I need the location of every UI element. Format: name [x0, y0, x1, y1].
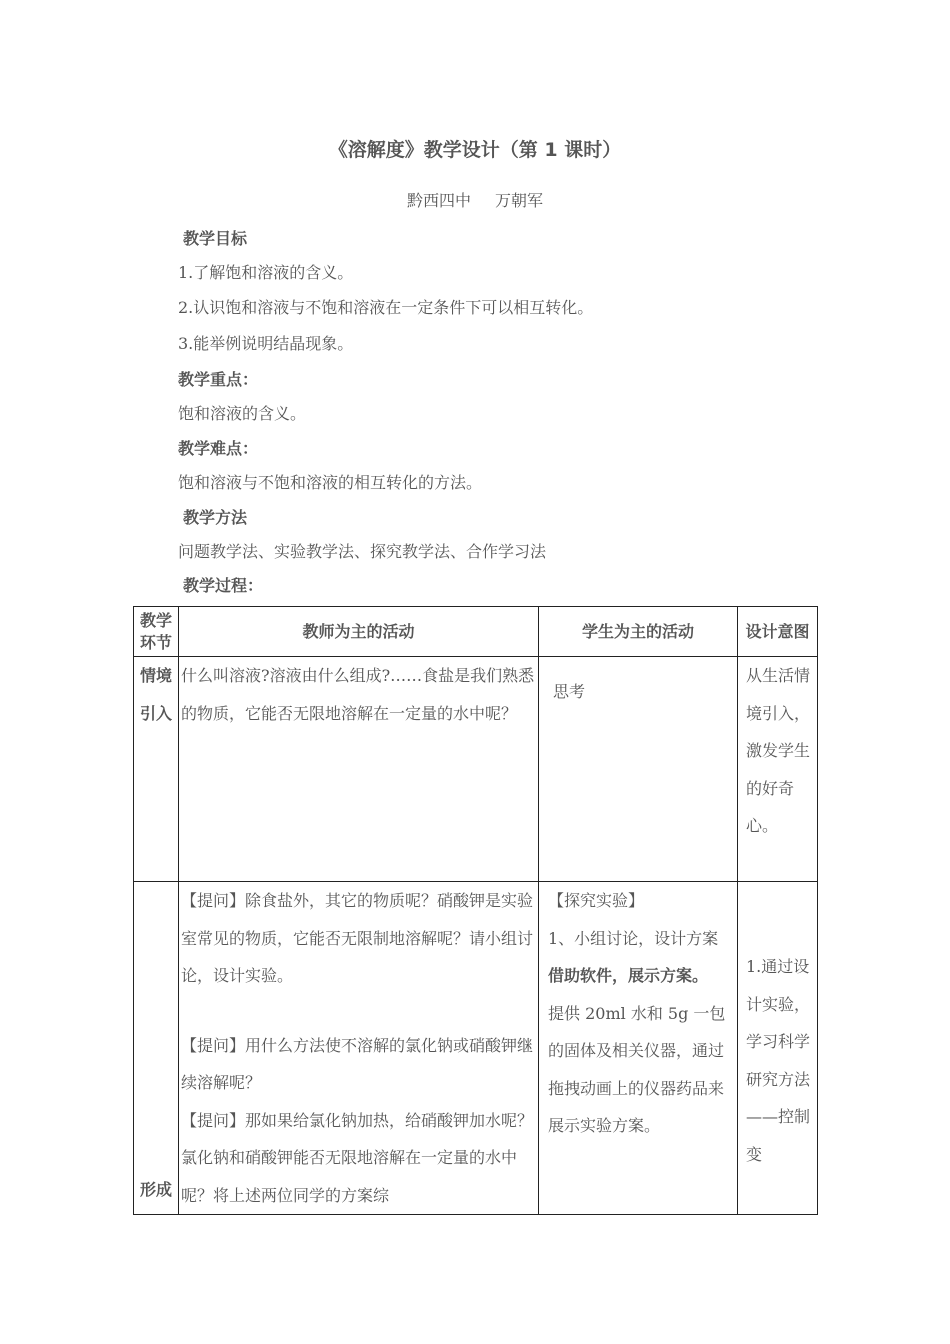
objective-item: 3.能举例说明结晶现象。: [178, 334, 354, 353]
teacher-question-3: 【提问】那如果给氯化钠加热，给硝酸钾加水呢？氯化钠和硝酸钾能否无限地溶解在一定量的水中呢？将上述两位同学的方案综: [181, 1110, 534, 1205]
student-step-2: 提供 20ml 水和 5g 一包的固体及相关仪器，通过拖拽动画上的仪器药品来展示实验方案。: [548, 1003, 726, 1135]
author-line: [0, 188, 950, 211]
table-header-row: [134, 607, 818, 657]
key-points-heading: 教学重点：: [178, 370, 259, 389]
header-stage: 教学环节: [134, 607, 179, 657]
student-activity-cell: [539, 882, 738, 1215]
key-points-text: 饱和溶液的含义。: [178, 404, 307, 423]
header-student: 学生为主的活动: [539, 607, 738, 657]
intent-cell: 1.通过设计实验，学习科学研究方法——控制变: [738, 882, 818, 1215]
process-table: [133, 606, 818, 1215]
student-step-bold: 借助软件，展示方案。: [548, 966, 709, 985]
objectives-heading: 教学目标: [183, 229, 248, 248]
author-school: 黔西四中: [406, 191, 471, 210]
stage-cell: 形成: [134, 882, 179, 1215]
student-experiment-heading: 【探究实验】: [548, 891, 645, 910]
difficulties-heading: 教学难点：: [178, 439, 259, 458]
table-row: [134, 882, 818, 1215]
teacher-activity-cell: [179, 882, 539, 1215]
objective-item: 2.认识饱和溶液与不饱和溶液在一定条件下可以相互转化。: [178, 298, 594, 317]
author-name: 万朝军: [495, 191, 544, 210]
process-heading: 教学过程：: [183, 576, 264, 595]
teacher-question-2: 【提问】用什么方法使不溶解的氯化钠或硝酸钾继续溶解呢？: [181, 1035, 534, 1092]
header-teacher: 教师为主的活动: [179, 607, 539, 657]
header-intent: 设计意图: [738, 607, 818, 657]
table-row: [134, 657, 818, 882]
intent-cell: 从生活情境引入，激发学生的好奇心。: [738, 657, 818, 882]
student-step-1: 1、小组讨论，设计方案: [548, 928, 719, 948]
difficulties-text: 饱和溶液与不饱和溶液的相互转化的方法。: [178, 473, 483, 492]
stage-cell: 情境引入: [134, 657, 179, 882]
methods-text: 问题教学法、实验教学法、探究教学法、合作学习法: [178, 542, 547, 561]
student-activity-cell: 思考: [539, 657, 738, 882]
methods-heading: 教学方法: [183, 508, 248, 527]
objective-item: 1.了解饱和溶液的含义。: [178, 263, 354, 282]
teacher-activity-cell: 什么叫溶液?溶液由什么组成?……食盐是我们熟悉的物质，它能否无限地溶解在一定量的水中呢？: [179, 657, 539, 882]
document-title: 《溶解度》教学设计（第 1 课时）: [328, 139, 622, 161]
teacher-question-1: 【提问】除食盐外，其它的物质呢？硝酸钾是实验室常见的物质，它能否无限制地溶解呢？请小组讨论，设计实验。: [181, 891, 534, 985]
